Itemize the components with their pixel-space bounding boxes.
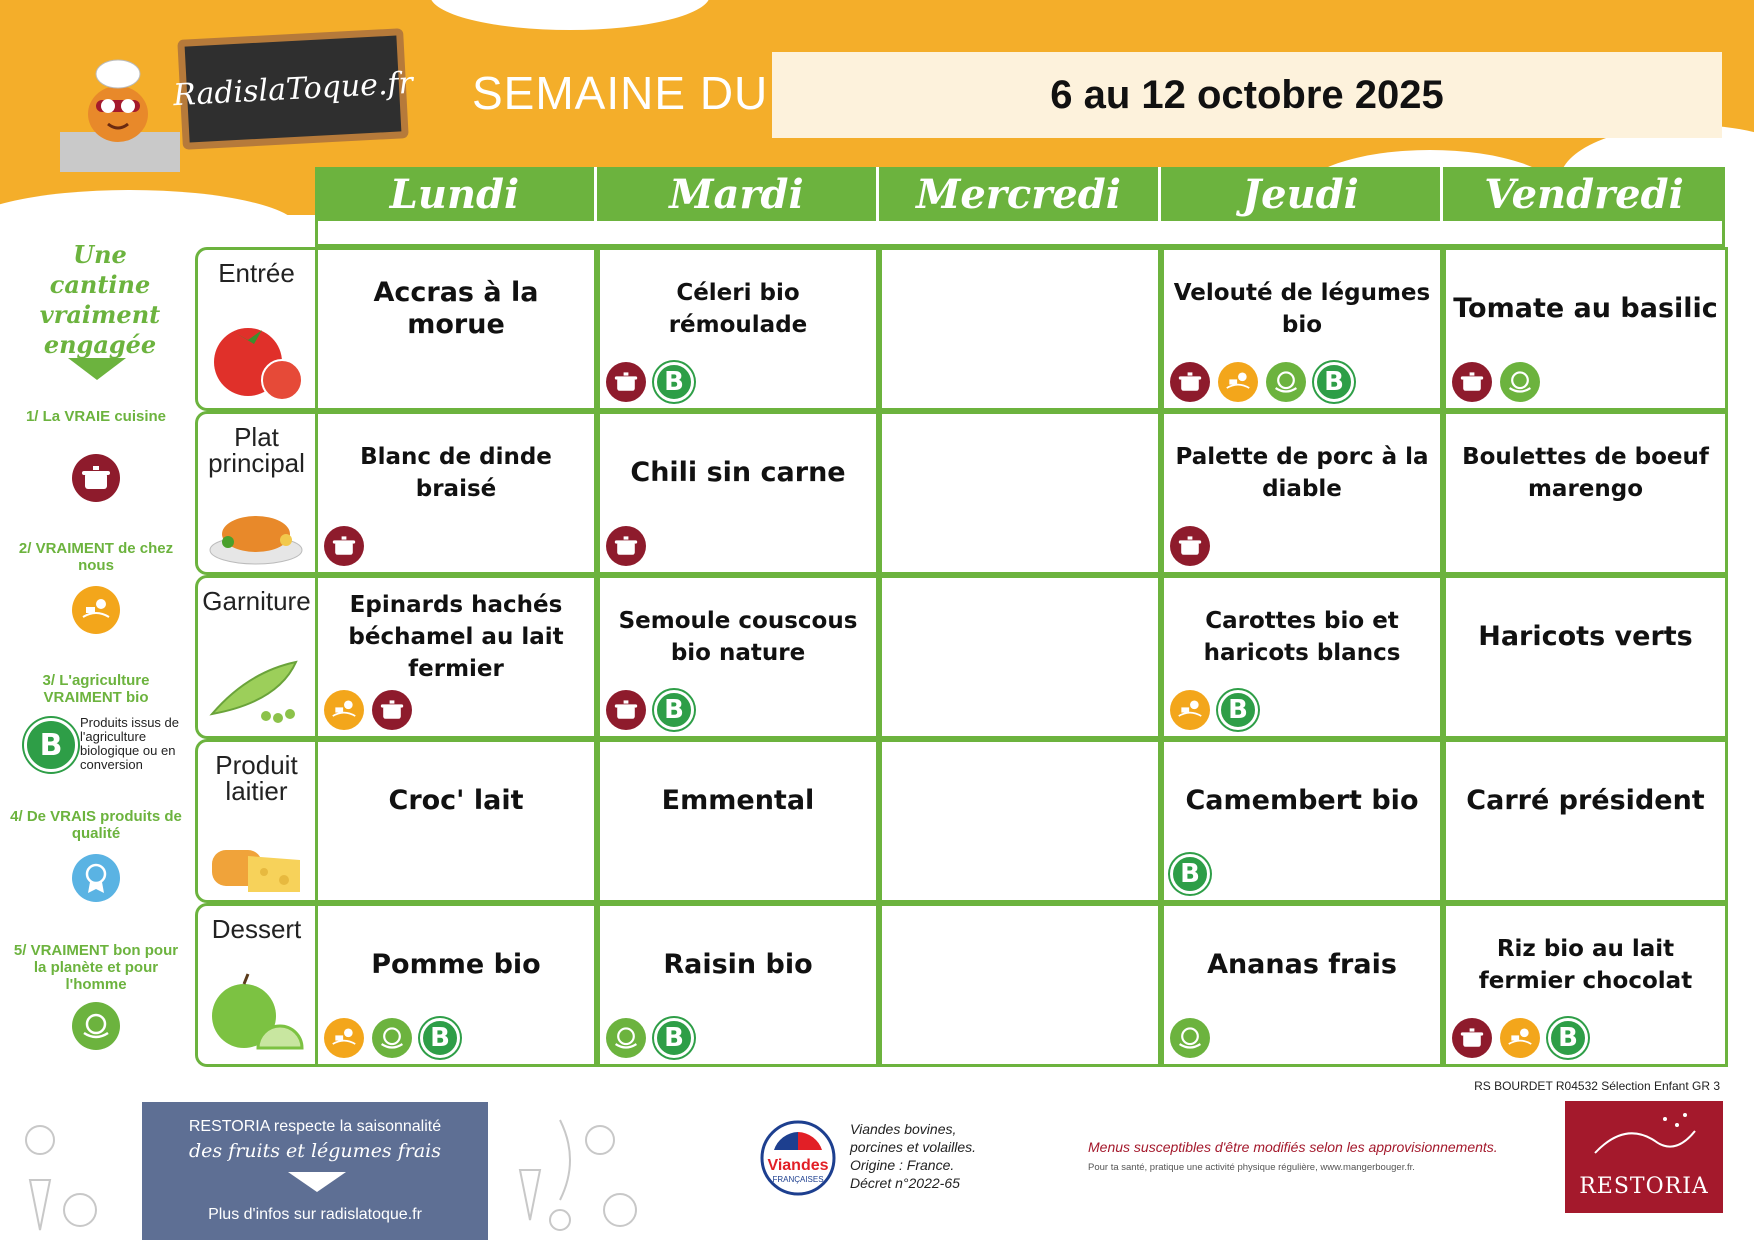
dish-name	[886, 578, 1154, 696]
local-farm-icon	[324, 690, 364, 730]
planet-icon	[372, 1018, 412, 1058]
cooking-pot-icon	[324, 526, 364, 566]
quality-medal-icon	[72, 854, 120, 902]
menu-cell-mardi	[597, 247, 879, 411]
bio-label-icon: B	[24, 718, 78, 772]
viandes-origin-text: Viandes bovines, porcines et volailles. Origine : France. Décret n°2022-65	[850, 1121, 977, 1191]
bio-label-icon: B	[654, 1018, 694, 1058]
dish-name	[886, 906, 1154, 1024]
cooking-pot-icon	[1170, 526, 1210, 566]
cooking-pot-icon	[1452, 362, 1492, 402]
dish-name: Accras à la morue	[373, 277, 539, 340]
bio-label-icon: B	[1218, 690, 1258, 730]
row-label-dessert	[195, 903, 315, 1067]
dish-name: Semoule couscous bio nature	[618, 608, 858, 666]
menu-cell-mardi	[597, 903, 879, 1067]
local-farm-icon	[324, 1018, 364, 1058]
local-farm-icon	[1500, 1018, 1540, 1058]
label-icons	[1170, 362, 1354, 402]
row-label-plat	[195, 411, 315, 575]
menu-cell-mardi	[597, 411, 879, 575]
seasonality-arrow-icon	[288, 1172, 346, 1192]
viandes-francaises-logo	[760, 1120, 836, 1196]
label-icons	[1170, 526, 1210, 566]
label-icons	[1452, 362, 1540, 402]
dish-name: Pomme bio	[371, 949, 541, 980]
planet-icon	[1266, 362, 1306, 402]
local-farm-icon	[1170, 690, 1210, 730]
menu-cell-mercredi	[879, 739, 1161, 903]
day-header-mardi: Mardi	[597, 167, 879, 221]
legend-arrow-icon	[68, 358, 126, 380]
label-icons	[1170, 690, 1258, 730]
cooking-pot-icon	[606, 362, 646, 402]
day-header-mercredi: Mercredi	[879, 167, 1161, 221]
restoria-emblem-icon	[1565, 1101, 1723, 1171]
week-date-range: 6 au 12 octobre 2025	[772, 52, 1722, 138]
day-header-spacer	[315, 221, 1725, 247]
bio-label-icon: B	[1314, 362, 1354, 402]
label-icons	[606, 362, 694, 402]
dish-name	[886, 742, 1154, 860]
week-label: SEMAINE DU	[472, 67, 769, 119]
seasonality-link[interactable]: Plus d'infos sur radislatoque.fr	[208, 1206, 422, 1223]
label-icons	[606, 1018, 694, 1058]
dish-name: Velouté de légumes bio	[1173, 280, 1431, 338]
menu-cell-jeudi	[1161, 247, 1443, 411]
menus-disclaimer: Menus susceptibles d'être modifiés selon les approvisionnements.	[1088, 1139, 1498, 1155]
chicken-plate-icon	[208, 478, 304, 568]
row-label-entree	[195, 247, 315, 411]
dish-name: Céleri bio rémoulade	[668, 280, 808, 338]
row-label-garniture	[195, 575, 315, 739]
bio-label-icon: B	[420, 1018, 460, 1058]
dish-name	[886, 250, 1154, 368]
row-label-text: Plat principal	[208, 422, 305, 478]
dish-name: Carottes bio et haricots blancs	[1203, 608, 1401, 666]
menu-cell-jeudi	[1161, 575, 1443, 739]
dish-name: Haricots verts	[1478, 621, 1693, 652]
legend-item-qualite: 4/ De VRAIS produits de qualité	[10, 808, 182, 842]
dish-name: Boulettes de boeuf marengo	[1462, 444, 1709, 502]
planet-icon	[1500, 362, 1540, 402]
dish-name: Palette de porc à la diable	[1175, 444, 1429, 502]
dish-name: Croc' lait	[388, 785, 524, 816]
cooking-pot-icon	[606, 690, 646, 730]
menu-cell-mardi	[597, 575, 879, 739]
planet-icon	[72, 1002, 120, 1050]
dish-name: Ananas frais	[1207, 949, 1397, 980]
bio-label-icon: B	[1170, 854, 1210, 894]
menu-cell-vendredi	[1443, 903, 1728, 1067]
day-header-vendredi: Vendredi	[1443, 167, 1725, 221]
bio-label-icon: B	[1548, 1018, 1588, 1058]
row-label-text: Dessert	[211, 914, 302, 944]
menu-cell-mardi	[597, 739, 879, 903]
menu-cell-jeudi	[1161, 739, 1443, 903]
menu-cell-mercredi	[879, 247, 1161, 411]
cooking-pot-icon	[1170, 362, 1210, 402]
menu-cell-vendredi	[1443, 575, 1728, 739]
menu-cell-lundi	[315, 411, 597, 575]
cooking-pot-icon	[1452, 1018, 1492, 1058]
label-icons	[606, 690, 694, 730]
dish-name: Riz bio au lait fermier chocolat	[1478, 936, 1693, 994]
menu-cell-lundi	[315, 247, 597, 411]
bio-label-icon: B	[654, 362, 694, 402]
peas-icon	[208, 642, 304, 732]
seasonality-subtitle: des fruits et légumes frais	[188, 1140, 441, 1162]
row-label-laitier	[195, 739, 315, 903]
cheese-icon	[208, 806, 304, 896]
menu-cell-mercredi	[879, 411, 1161, 575]
tomato-icon	[208, 314, 304, 404]
dish-name: Carré président	[1466, 785, 1705, 816]
planet-icon	[1170, 1018, 1210, 1058]
label-icons	[324, 526, 364, 566]
menu-cell-lundi	[315, 739, 597, 903]
day-header-lundi: Lundi	[315, 167, 597, 221]
menu-cell-jeudi	[1161, 903, 1443, 1067]
health-note: Pour ta santé, pratique une activité physique régulière, www.mangerbouger.fr.	[1088, 1162, 1415, 1173]
svg-text:FRANÇAISES: FRANÇAISES	[772, 1175, 824, 1184]
dish-name: Blanc de dinde braisé	[360, 444, 552, 502]
legend-bio-note: Produits issus de l'agriculture biologique ou en conversion	[80, 715, 179, 772]
menu-cell-lundi	[315, 903, 597, 1067]
cooking-pot-icon	[606, 526, 646, 566]
menu-cell-vendredi	[1443, 247, 1728, 411]
row-label-text: Produit laitier	[215, 750, 298, 806]
dish-name: Emmental	[661, 785, 815, 816]
svg-text:Viandes: Viandes	[767, 1157, 829, 1174]
label-icons	[324, 690, 412, 730]
label-icons	[1170, 1018, 1210, 1058]
legend-item-bio: 3/ L'agriculture VRAIMENT bio	[42, 672, 150, 706]
dish-name: Epinards hachés béchamel au lait fermier	[348, 592, 564, 682]
bio-label-icon: B	[654, 690, 694, 730]
local-farm-icon	[72, 586, 120, 634]
label-icons	[1170, 854, 1210, 894]
cooking-pot-icon	[72, 454, 120, 502]
seasonality-text: RESTORIA respecte la saisonnalité	[188, 1118, 442, 1135]
planet-icon	[606, 1018, 646, 1058]
day-header-jeudi: Jeudi	[1161, 167, 1443, 221]
legend-item-local: 2/ VRAIMENT de chez nous	[18, 540, 174, 574]
legend-title: Une cantine vraiment engagée	[39, 240, 161, 359]
legend-item-planete: 5/ VRAIMENT bon pour la planète et pour l'homme	[13, 942, 179, 993]
local-farm-icon	[1218, 362, 1258, 402]
cooking-pot-icon	[372, 690, 412, 730]
dish-name: Camembert bio	[1185, 785, 1419, 816]
apple-icon	[208, 970, 304, 1060]
label-icons	[324, 1018, 460, 1058]
menu-cell-vendredi	[1443, 739, 1728, 903]
dish-name: Chili sin carne	[630, 457, 846, 488]
menu-cell-jeudi	[1161, 411, 1443, 575]
row-label-text: Garniture	[202, 586, 311, 616]
label-icons	[606, 526, 646, 566]
menu-cell-mercredi	[879, 575, 1161, 739]
menu-reference: RS BOURDET R04532 Sélection Enfant GR 3	[1474, 1079, 1720, 1093]
chef-mascot-icon	[60, 52, 180, 172]
legend-item-cuisine: 1/ La VRAIE cuisine	[25, 408, 167, 425]
dish-name	[886, 414, 1154, 532]
restoria-logo: RESTORIA	[1565, 1101, 1723, 1213]
site-logo[interactable]: RadislaToque.fr	[177, 28, 408, 150]
dish-name: Raisin bio	[663, 949, 813, 980]
label-icons	[1452, 1018, 1588, 1058]
menu-cell-mercredi	[879, 903, 1161, 1067]
menu-cell-vendredi	[1443, 411, 1728, 575]
menu-cell-lundi	[315, 575, 597, 739]
dish-name: Tomate au basilic	[1453, 293, 1718, 324]
row-label-text: Entrée	[218, 258, 295, 288]
seasonality-banner	[142, 1102, 488, 1240]
